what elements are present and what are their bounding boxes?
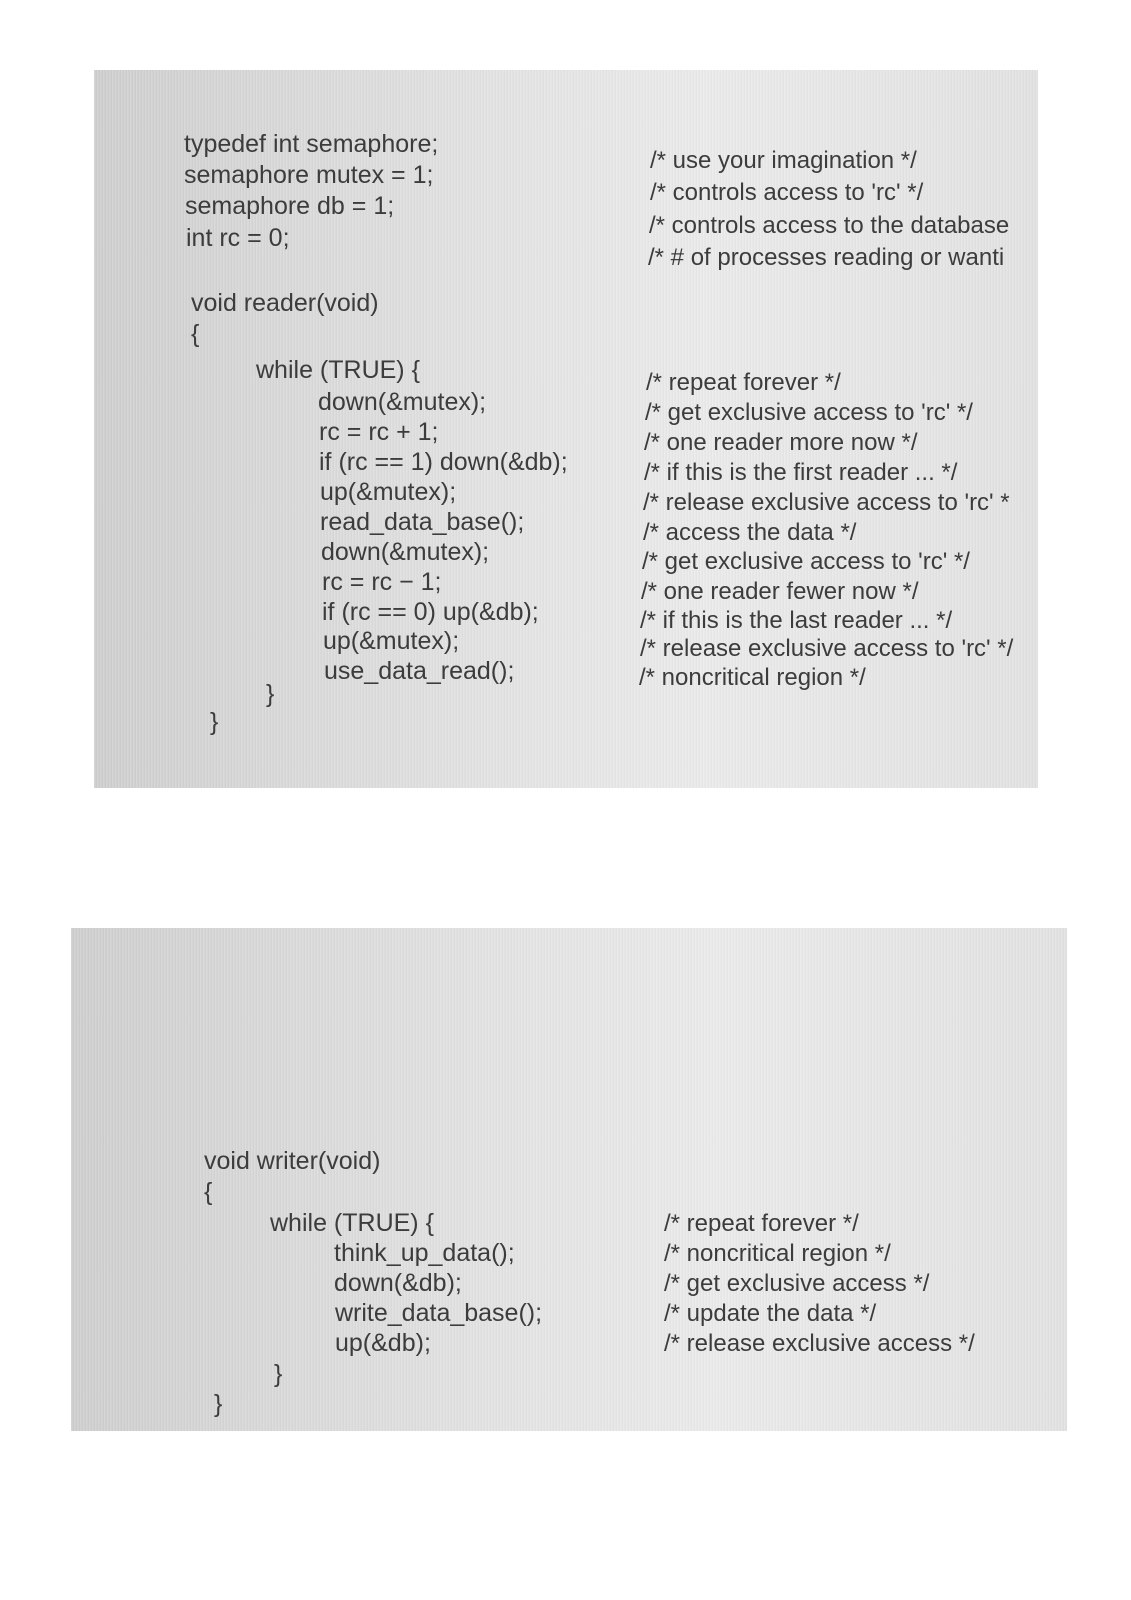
declaration-line: typedef int semaphore; [184,130,439,158]
code-comment: /* if this is the first reader ... */ [644,459,958,486]
code-comment: /* release exclusive access to 'rc' * [643,489,1010,516]
code-line: rc = rc − 1; [322,568,442,596]
declaration-line: semaphore db = 1; [185,192,395,220]
reader-code-photo [94,70,1038,788]
declaration-line: int rc = 0; [186,224,290,252]
close-brace: } [210,708,219,736]
function-signature: void writer(void) [204,1147,381,1175]
code-comment: /* use your imagination */ [650,147,917,174]
code-comment: /* controls access to the database [649,212,1010,239]
code-comment: /* release exclusive access to 'rc' */ [640,635,1014,662]
code-comment: /* get exclusive access to 'rc' */ [645,399,973,426]
code-comment: /* if this is the last reader ... */ [640,607,953,634]
code-line: use_data_read(); [324,657,515,685]
code-comment: /* release exclusive access */ [664,1330,975,1357]
close-brace: } [266,680,275,708]
code-line: rc = rc + 1; [319,418,439,446]
code-line: down(&mutex); [318,388,487,416]
close-brace: } [274,1360,283,1388]
code-comment: /* # of processes reading or wanti [648,244,1005,271]
code-line: if (rc == 1) down(&db); [319,448,568,476]
open-brace: { [191,320,200,348]
code-line: read_data_base(); [320,508,525,536]
writer-code-photo [71,928,1067,1431]
code-comment: /* get exclusive access */ [664,1270,930,1297]
code-line: if (rc == 0) up(&db); [322,598,539,626]
code-comment: /* get exclusive access to 'rc' */ [642,548,970,575]
code-line: think_up_data(); [334,1239,515,1267]
code-comment: /* access the data */ [643,519,857,546]
code-line: write_data_base(); [335,1299,543,1327]
close-brace: } [214,1390,223,1418]
loop-header: while (TRUE) { [270,1209,434,1237]
code-comment: /* repeat forever */ [664,1210,859,1237]
code-comment: /* one reader more now */ [644,429,918,456]
declaration-line: semaphore mutex = 1; [184,161,434,189]
code-comment: /* repeat forever */ [646,369,841,396]
code-line: up(&db); [335,1329,431,1357]
open-brace: { [204,1178,213,1206]
code-comment: /* update the data */ [664,1300,877,1327]
function-signature: void reader(void) [191,289,379,317]
code-comment: /* one reader fewer now */ [641,578,919,605]
code-comment: /* noncritical region */ [664,1240,891,1267]
code-line: down(&db); [334,1269,462,1297]
code-line: up(&mutex); [320,478,457,506]
code-comment: /* noncritical region */ [639,664,866,691]
loop-header: while (TRUE) { [256,356,420,384]
code-comment: /* controls access to 'rc' */ [650,179,924,206]
code-line: down(&mutex); [321,538,490,566]
code-line: up(&mutex); [323,627,460,655]
